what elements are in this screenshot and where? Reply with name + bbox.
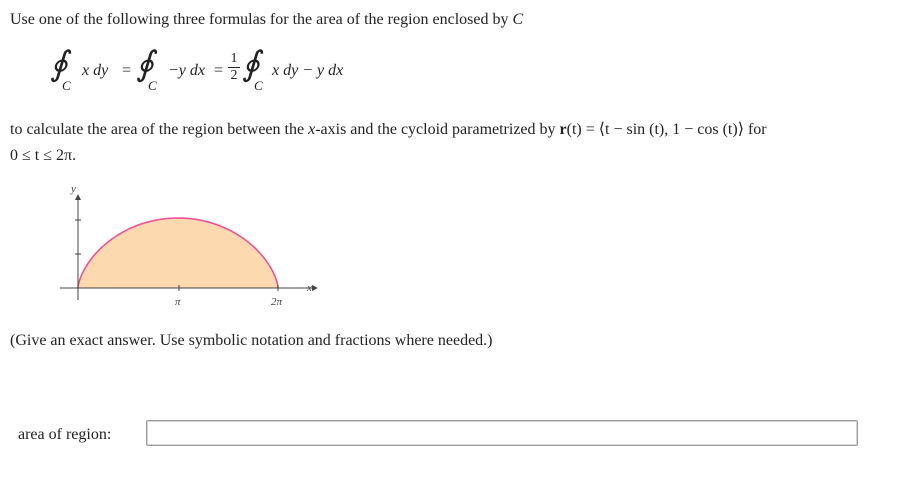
x-variable: x	[308, 121, 316, 138]
equals-sign: =	[214, 62, 224, 79]
integral-subscript: C	[62, 78, 71, 93]
contour-integral-icon: ∮	[50, 46, 68, 83]
parameter-range: 0 ≤ t ≤ 2π.	[10, 147, 77, 164]
formula-term-1: x dy	[82, 62, 109, 79]
contour-integral-icon: ∮	[242, 46, 260, 83]
one-half-fraction	[228, 52, 240, 83]
formula-term-2: −y dx	[168, 62, 205, 79]
tick-label-pi: π	[175, 296, 181, 308]
task-parametrization: (t) = ⟨t − sin (t), 1 − cos (t)⟩ for	[566, 121, 767, 138]
equals-sign: =	[122, 62, 132, 79]
formula-term-3: x dy − y dx	[272, 62, 344, 79]
area-answer-input[interactable]	[146, 420, 858, 446]
fraction-denominator: 2	[230, 68, 238, 83]
answer-label: area of region:	[18, 426, 112, 443]
x-axis-arrow-icon	[312, 285, 318, 291]
fraction-numerator: 1	[230, 51, 238, 66]
integral-subscript: C	[148, 78, 157, 93]
y-axis-arrow-icon	[75, 194, 81, 200]
cycloid-graph	[50, 180, 330, 310]
intro-text: Use one of the following three formulas for the area of the region enclosed by	[10, 11, 513, 28]
x-axis-label: x	[307, 282, 312, 294]
task-statement	[10, 120, 767, 140]
cycloid-region-fill	[78, 218, 278, 288]
y-axis-label: y	[71, 183, 76, 195]
contour-integral-icon: ∮	[136, 46, 154, 83]
integral-subscript: C	[254, 78, 263, 93]
problem-intro	[10, 10, 523, 30]
task-text-before: to calculate the area of the region between the	[10, 121, 309, 138]
task-text-mid: -axis and the cycloid parametrized by	[315, 121, 560, 138]
answer-hint: (Give an exact answer. Use symbolic notation and fractions where needed.)	[10, 332, 493, 349]
tick-label-2pi: 2π	[271, 296, 283, 308]
task-range	[10, 146, 76, 166]
r-vector: r	[559, 121, 567, 138]
curve-variable: C	[512, 11, 524, 28]
